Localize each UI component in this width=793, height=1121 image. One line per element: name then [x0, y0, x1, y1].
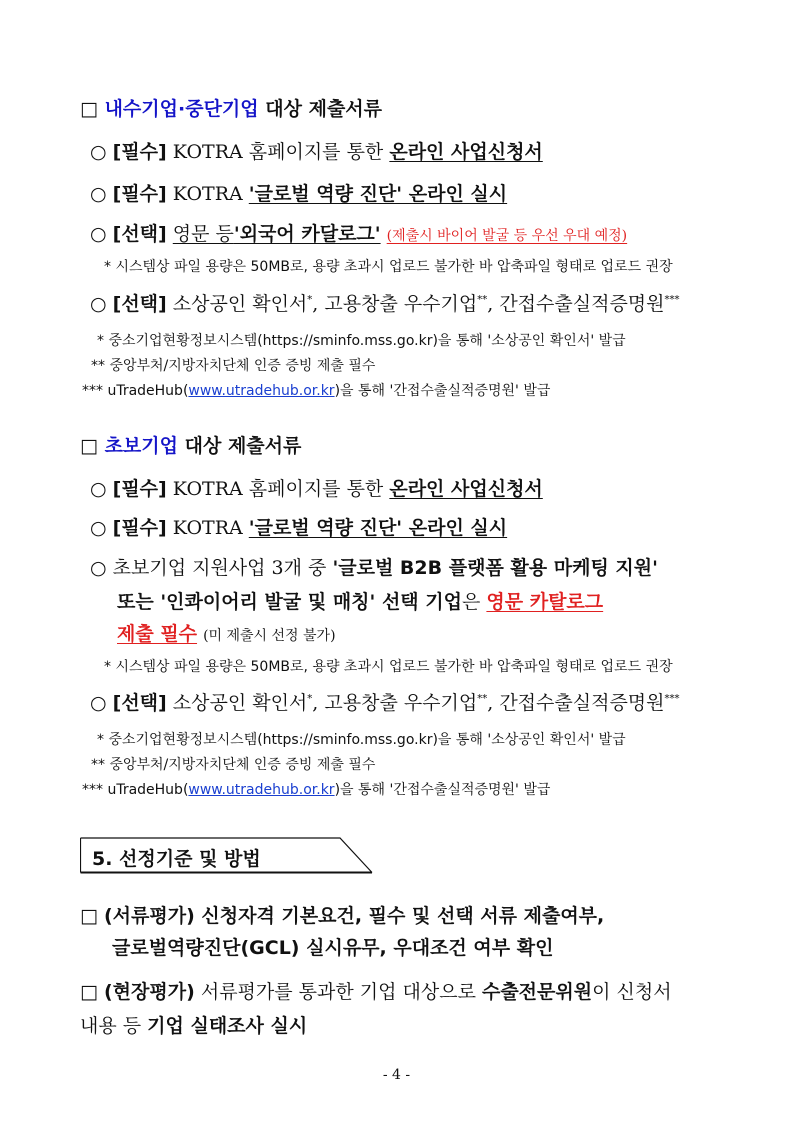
item-emphasis: '글로벌 역량 진단' 온라인 실시: [248, 183, 508, 205]
item-text: 영문 등: [172, 223, 234, 245]
list-item: [90, 179, 507, 206]
item-emphasis: '글로벌 B2B 플랫폼 활용 마케팅 지원': [332, 557, 658, 579]
criteria-text: (서류평가) 신청자격 기본요건, 필수 및 선택 서류 제출여부,: [104, 905, 605, 927]
optional-tag: [선택]: [112, 223, 167, 245]
criteria-emphasis: 기업 실태조사 실시: [147, 1015, 308, 1037]
list-item-continued: [117, 587, 603, 614]
list-item: [90, 513, 507, 540]
section-header-beginner: [80, 431, 301, 458]
footnote: [82, 380, 550, 400]
footnote-mark: **: [477, 693, 488, 705]
section-title-box: [80, 837, 372, 873]
footnote: * 시스템상 파일 용량은 50MB로, 용량 초과시 업로드 불가한 바 압축파일 형태로 업로드 권장: [104, 659, 673, 675]
criteria-paragraph-continued: [112, 933, 553, 960]
required-tag: [필수]: [112, 141, 167, 163]
header-highlight: 초보기업: [104, 435, 178, 457]
item-emphasis: 온라인 사업신청서: [389, 141, 543, 163]
item-text: 은: [462, 591, 481, 613]
optional-tag: [선택]: [112, 293, 167, 315]
item-text: 소상공인 확인서: [172, 692, 308, 714]
item-text: KOTRA: [172, 183, 243, 205]
bullet-glyph: ○: [90, 223, 107, 245]
list-item: [90, 289, 680, 316]
bullet-glyph: ○: [90, 517, 107, 539]
checkbox-glyph: □: [80, 435, 98, 457]
criteria-text: 글로벌역량진단(GCL) 실시유무, 우대조건 여부 확인: [112, 937, 554, 959]
footnote-mark: ***: [664, 693, 680, 705]
bullet-glyph: ○: [90, 183, 107, 205]
footnote-mark: ***: [664, 294, 680, 306]
criteria-tag: (현장평가): [104, 981, 195, 1003]
footnote: ** 중앙부처/지방자치단체 인증 증빙 제출 필수: [91, 757, 376, 773]
list-item: [90, 688, 680, 715]
section-header-domestic: [80, 94, 382, 121]
checkbox-glyph: □: [80, 981, 98, 1003]
footnote: ** 중앙부처/지방자치단체 인증 증빙 제출 필수: [91, 358, 376, 374]
item-emphasis: '글로벌 역량 진단' 온라인 실시: [248, 517, 508, 539]
item-text: KOTRA: [172, 517, 243, 539]
list-item: [90, 553, 658, 580]
criteria-paragraph-continued: [80, 1011, 307, 1038]
optional-tag: [선택]: [112, 692, 167, 714]
footnote: * 중소기업현황정보시스템(https://sminfo.mss.go.kr)을 통해 '소상공인 확인서' 발급: [97, 732, 626, 748]
footnote-text: )을 통해 '간접수출실적증명원' 발급: [334, 782, 551, 798]
required-tag: [필수]: [112, 517, 167, 539]
criteria-paragraph: [80, 977, 672, 1004]
footnote-mark: *: [307, 294, 313, 306]
page-number: - 4 -: [382, 1067, 411, 1083]
list-item: [90, 137, 543, 164]
criteria-text: 서류평가를 통과한 기업 대상으로: [200, 981, 476, 1003]
item-text: 소상공인 확인서: [172, 293, 308, 315]
header-text: 대상 제출서류: [184, 435, 302, 457]
footnote: [82, 779, 550, 799]
bullet-glyph: ○: [90, 141, 107, 163]
item-text: KOTRA 홈페이지를 통한: [172, 478, 384, 500]
bullet-glyph: ○: [90, 692, 107, 714]
criteria-text: 이 신청서: [592, 981, 672, 1003]
item-emphasis: '외국어 카달로그': [233, 223, 381, 245]
item-note: (미 제출시 선정 불가): [203, 628, 336, 644]
footnote-text: *** uTradeHub(: [82, 383, 189, 399]
item-text: , 고용창출 우수기업: [312, 692, 478, 714]
footnote-mark: *: [307, 693, 313, 705]
footnote-text: )을 통해 '간접수출실적증명원' 발급: [334, 383, 551, 399]
header-text: 대상 제출서류: [265, 98, 383, 120]
utradehub-link[interactable]: www.utradehub.or.kr: [188, 782, 335, 798]
catalog-required: 영문 카탈로그: [486, 591, 604, 613]
item-emphasis: 또는 '인콰이어리 발굴 및 매칭' 선택 기업: [117, 591, 462, 613]
item-text: , 간접수출실적증명원: [487, 293, 665, 315]
item-text: , 간접수출실적증명원: [487, 692, 665, 714]
footnote-text: *** uTradeHub(: [82, 782, 189, 798]
list-item: [90, 474, 543, 501]
checkbox-glyph: □: [80, 98, 98, 120]
submission-required: 제출 필수: [117, 623, 198, 645]
bullet-glyph: ○: [90, 557, 107, 579]
required-tag: [필수]: [112, 478, 167, 500]
bullet-glyph: ○: [90, 478, 107, 500]
criteria-paragraph: [80, 901, 604, 928]
header-highlight: 내수기업·중단기업: [104, 98, 259, 120]
section-title: 5. 선정기준 및 방법: [92, 848, 261, 870]
footnote: * 시스템상 파일 용량은 50MB로, 용량 초과시 업로드 불가한 바 압축파일 형태로 업로드 권장: [104, 259, 673, 275]
utradehub-link[interactable]: www.utradehub.or.kr: [188, 383, 335, 399]
item-text: KOTRA 홈페이지를 통한: [172, 141, 384, 163]
item-emphasis: 온라인 사업신청서: [389, 478, 543, 500]
footnote-mark: **: [477, 294, 488, 306]
list-item: [90, 219, 627, 246]
bullet-glyph: ○: [90, 293, 107, 315]
criteria-emphasis: 수출전문위원: [481, 981, 593, 1003]
priority-note: (제출시 바이어 발굴 등 우선 우대 예정): [386, 228, 628, 244]
required-tag: [필수]: [112, 183, 167, 205]
footnote: * 중소기업현황정보시스템(https://sminfo.mss.go.kr)을 통해 '소상공인 확인서' 발급: [97, 333, 626, 349]
list-item-continued: [117, 619, 336, 646]
item-text: , 고용창출 우수기업: [312, 293, 478, 315]
item-text: 초보기업 지원사업 3개 중: [112, 557, 327, 579]
criteria-text: 내용 등: [80, 1015, 142, 1037]
checkbox-glyph: □: [80, 905, 98, 927]
